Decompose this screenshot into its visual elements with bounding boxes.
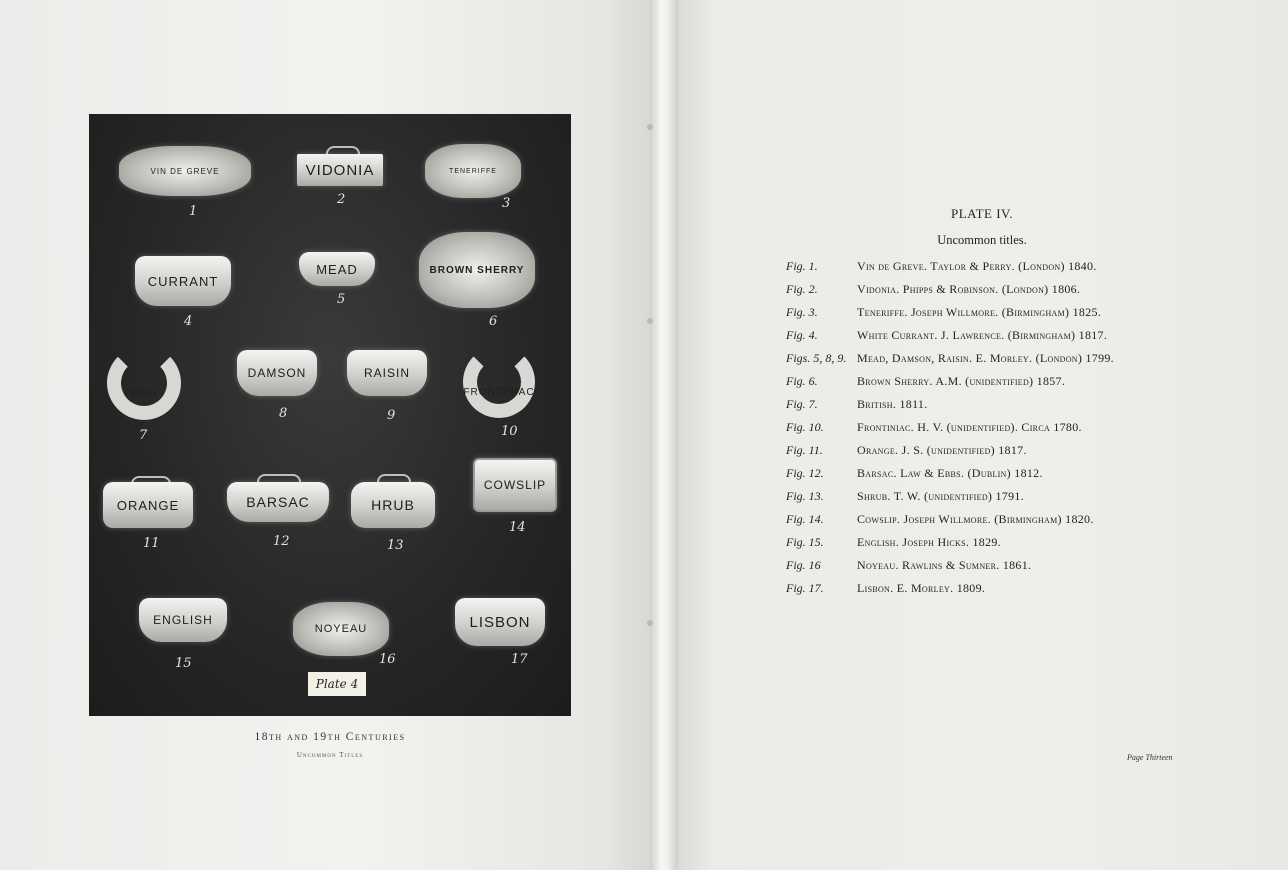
figure-number: 14 <box>509 520 526 535</box>
figure-row <box>786 581 985 601</box>
wine-label-cowslip <box>473 458 557 512</box>
plate-tag: Plate 4 <box>308 672 366 696</box>
wine-label-vin-de-greve <box>119 146 251 196</box>
figure-row <box>786 259 1097 279</box>
figure-number: 7 <box>139 428 148 443</box>
figure-row <box>786 489 1024 509</box>
plate-caption: 18th and 19th Centuries <box>254 731 406 743</box>
figure-number: Fig. 15. <box>786 535 824 549</box>
wine-label-shrub <box>351 482 435 528</box>
page-number: Page Thirteen <box>1127 753 1173 762</box>
figure-number: Fig. 1. <box>786 259 818 273</box>
figure-number: 3 <box>502 196 511 211</box>
label-text: BROWN SHERRY <box>429 264 525 276</box>
wine-label-orange <box>103 482 193 528</box>
figure-number: Fig. 2. <box>786 282 818 296</box>
figure-number: 6 <box>489 314 498 329</box>
figure-number: 11 <box>143 536 160 551</box>
figure-number: Figs. 5, 8, 9. <box>786 351 847 365</box>
label-text: VIN DE GREVE <box>150 166 220 176</box>
book-gutter <box>650 0 678 870</box>
figure-number: Fig. 14. <box>786 512 824 526</box>
figure-row <box>786 466 1043 486</box>
plate-photograph <box>89 114 571 716</box>
figure-number: 5 <box>337 292 346 307</box>
label-text: CURRANT <box>147 273 219 289</box>
wine-label-raisin <box>347 350 427 396</box>
label-text: ENGLISH <box>153 613 213 627</box>
figure-description: Frontiniac. H. V. (unidentified). Circa 1780. <box>857 420 1082 434</box>
figure-description: Mead, Damson, Raisin. E. Morley. (London) 1799. <box>857 351 1114 365</box>
wine-label-noyeau <box>293 602 389 656</box>
figure-number: Fig. 3. <box>786 305 818 319</box>
figure-row <box>786 328 1107 348</box>
figure-description: Barsac. Law & Ebbs. (Dublin) 1812. <box>857 466 1043 480</box>
figure-number: Fig. 17. <box>786 581 824 595</box>
wine-label-mead <box>299 252 375 286</box>
figure-number: Fig. 12. <box>786 466 824 480</box>
figure-description: Cowslip. Joseph Willmore. (Birmingham) 1820. <box>857 512 1094 526</box>
figure-number: Fig. 6. <box>786 374 818 388</box>
label-text: MEAD <box>316 261 358 277</box>
figure-number: Fig. 4. <box>786 328 818 342</box>
figure-description: Shrub. T. W. (unidentified) 1791. <box>857 489 1025 503</box>
figure-row <box>786 397 928 417</box>
figure-number: 10 <box>501 424 518 439</box>
figure-description: Noyeau. Rawlins & Sumner. 1861. <box>857 558 1032 572</box>
figure-number: 15 <box>175 656 192 671</box>
figure-number: 1 <box>189 204 198 219</box>
figure-number: 9 <box>387 408 396 423</box>
figure-number: 17 <box>511 652 528 667</box>
figure-number: Fig. 16 <box>786 558 821 572</box>
figure-number: 8 <box>279 406 288 421</box>
figure-description: Vidonia. Phipps & Robinson. (London) 1806. <box>857 282 1081 296</box>
wine-label-english <box>139 598 227 642</box>
wine-label-british <box>107 346 181 420</box>
wine-label-frontiniac <box>463 346 535 418</box>
wine-label-barsac <box>227 482 329 522</box>
label-text: COWSLIP <box>483 478 547 492</box>
wine-label-damson <box>237 350 317 396</box>
figure-description: Brown Sherry. A.M. (unidentified) 1857. <box>857 374 1066 388</box>
wine-label-vidonia <box>297 154 383 186</box>
label-text: LISBON <box>469 613 531 631</box>
figure-number: Fig. 13. <box>786 489 824 503</box>
label-text: FRONTINIAC <box>463 387 535 398</box>
wine-label-teneriffe <box>425 144 521 198</box>
label-text: HRUB <box>371 497 415 513</box>
label-text: TISH <box>130 389 158 400</box>
label-text: TENERIFFE <box>449 167 497 175</box>
label-text: ORANGE <box>116 497 180 513</box>
label-text: BARSAC <box>246 494 310 510</box>
figure-row <box>786 443 1027 463</box>
figure-row <box>786 420 1082 440</box>
figure-description: Lisbon. E. Morley. 1809. <box>857 581 986 595</box>
binding-stitch <box>647 124 653 130</box>
label-text: VIDONIA <box>305 161 375 179</box>
figure-number: 4 <box>184 314 193 329</box>
label-text: RAISIN <box>363 366 410 380</box>
figure-number: Fig. 7. <box>786 397 818 411</box>
figure-row <box>786 351 1114 371</box>
binding-stitch <box>647 318 653 324</box>
plate-subtitle: Uncommon titles. <box>937 233 1027 247</box>
figure-description: Teneriffe. Joseph Willmore. (Birmingham) 1825. <box>857 305 1102 319</box>
wine-label-lisbon <box>455 598 545 646</box>
plate-title: PLATE IV. <box>950 206 1014 221</box>
figure-row <box>786 374 1065 394</box>
figure-row <box>786 305 1101 325</box>
figure-number: 2 <box>337 192 346 207</box>
figure-row <box>786 512 1094 532</box>
wine-label-brown-sherry <box>419 232 535 308</box>
figure-row <box>786 282 1080 302</box>
figure-number: 12 <box>273 534 290 549</box>
figure-number: 16 <box>379 652 396 667</box>
figure-number: Fig. 11. <box>786 443 823 457</box>
plate-subcaption: Uncommon Titles <box>296 751 364 759</box>
figure-description: White Currant. J. Lawrence. (Birmingham) 1817. <box>857 328 1108 342</box>
figure-row <box>786 535 1001 555</box>
figure-number: Fig. 10. <box>786 420 824 434</box>
wine-label-white-currant <box>135 256 231 306</box>
figure-description: Orange. J. S. (unidentified) 1817. <box>857 443 1027 457</box>
figure-description: British. 1811. <box>857 397 928 411</box>
figure-description: Vin de Greve. Taylor & Perry. (London) 1840. <box>857 259 1097 273</box>
label-text: DAMSON <box>247 366 307 380</box>
figure-row <box>786 558 1031 578</box>
figure-number: 13 <box>387 538 404 553</box>
figure-description: English. Joseph Hicks. 1829. <box>857 535 1001 549</box>
label-text: NOYEAU <box>314 623 368 635</box>
binding-stitch <box>647 620 653 626</box>
